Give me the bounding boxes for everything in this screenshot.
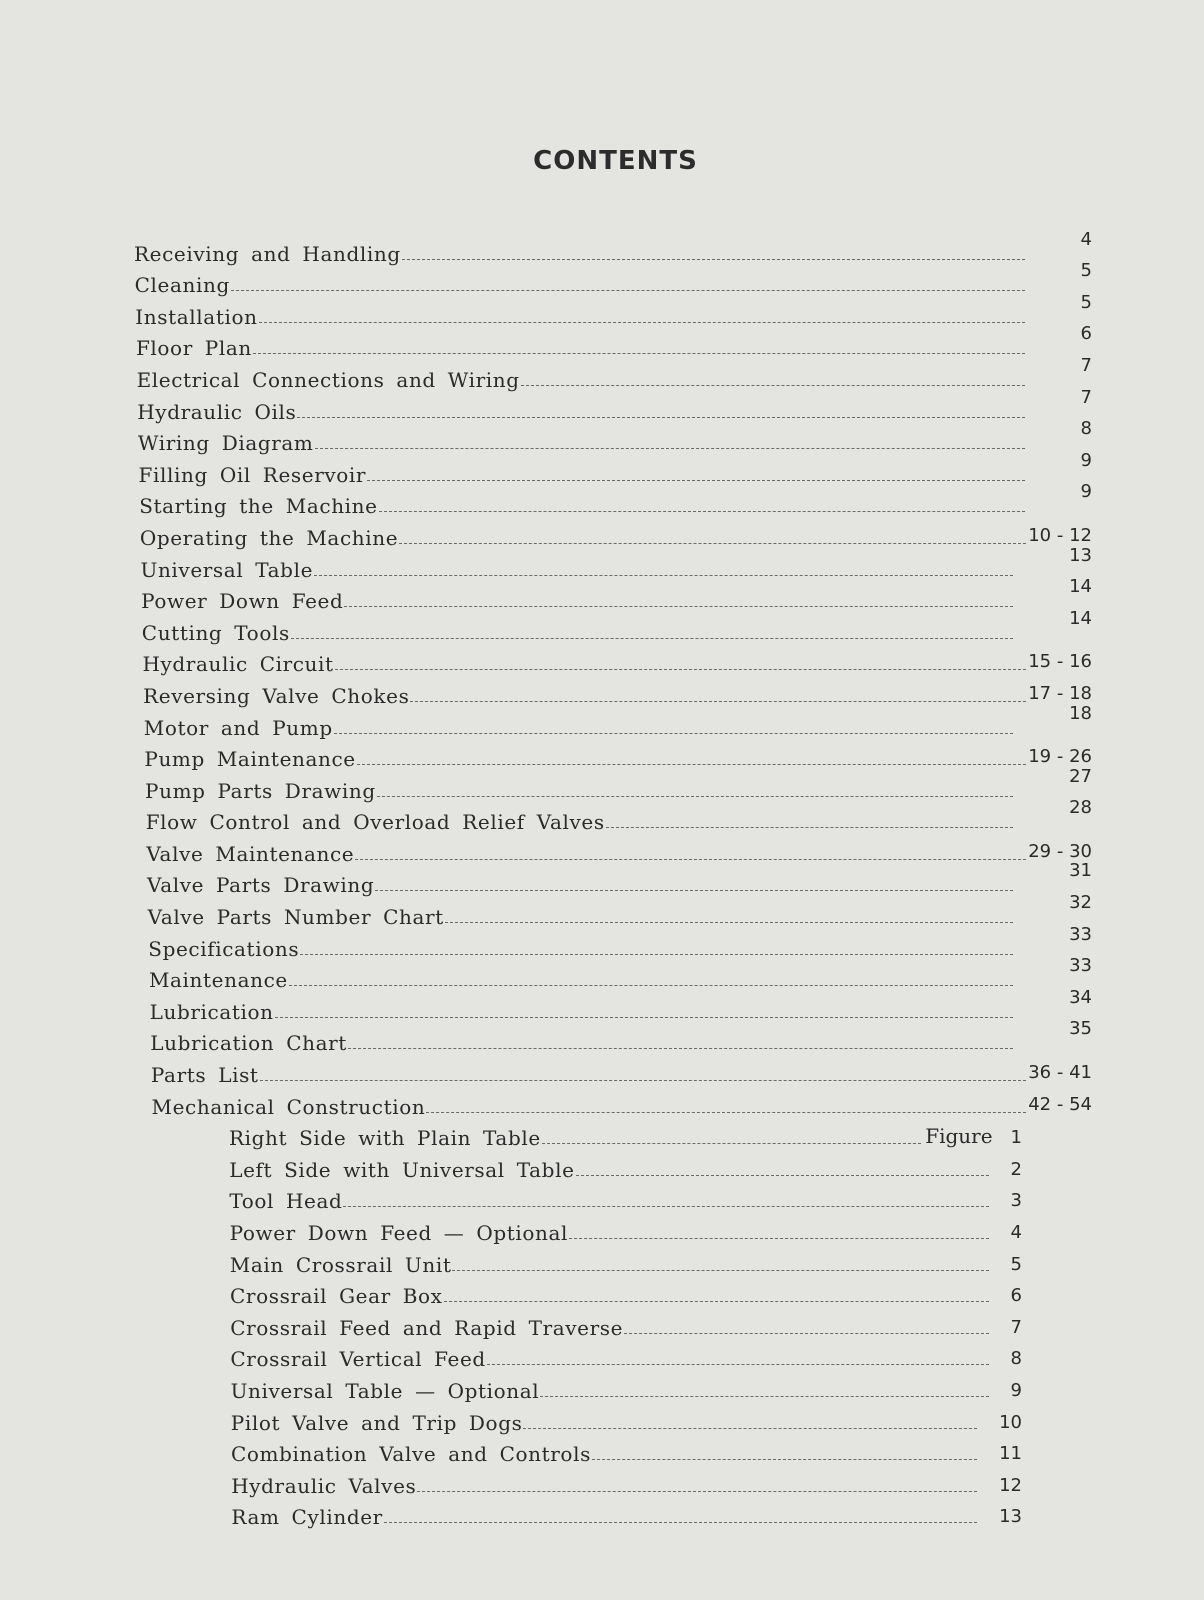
figure-entry-title: Power Down Feed — Optional (229, 1221, 569, 1245)
toc-entry-title: Lubrication (149, 999, 274, 1024)
toc-page-number: 33 (1069, 955, 1092, 977)
toc-page-number: 7 (1080, 386, 1092, 408)
toc-entry-title: Cleaning (134, 273, 230, 298)
toc-entry[interactable] (0, 860, 1092, 898)
figure-entry-title: Left Side with Universal Table (229, 1157, 575, 1182)
toc-page-number: 6 (1080, 323, 1092, 345)
toc-entry[interactable] (0, 834, 1092, 866)
toc-entry[interactable] (0, 702, 1092, 740)
table-of-contents (0, 228, 1204, 1530)
toc-entry[interactable] (0, 986, 1092, 1024)
dot-leader (384, 1522, 977, 1523)
dot-leader (343, 1206, 988, 1207)
toc-entry-title: Cutting Tools (141, 620, 290, 645)
toc-page-number: 19 - 26 (1028, 746, 1092, 768)
figure-entry-title: Hydraulic Valves (231, 1473, 417, 1498)
toc-entry-title: Motor and Pump (143, 715, 333, 740)
toc-entry-title: Starting the Machine (139, 494, 378, 519)
toc-page-number: 9 (1080, 449, 1092, 471)
toc-entry-title: Power Down Feed (141, 589, 344, 614)
figure-number-cell (999, 1474, 1022, 1498)
dot-leader (542, 1143, 921, 1144)
figure-number-cell (1011, 1379, 1022, 1403)
figure-entry[interactable] (0, 1498, 1022, 1530)
figure-number: 4 (1010, 1222, 1022, 1243)
figure-entry[interactable] (0, 1150, 1022, 1182)
figure-entry[interactable] (0, 1435, 1022, 1467)
toc-entry-title: Valve Parts Number Chart (147, 905, 444, 930)
figure-number: 9 (1010, 1379, 1022, 1401)
dot-leader (375, 890, 1013, 891)
figure-number: 13 (999, 1506, 1022, 1528)
toc-page-number: 5 (1080, 260, 1092, 282)
toc-page-number: 34 (1069, 986, 1092, 1008)
dot-leader (291, 638, 1013, 639)
toc-entry[interactable] (0, 765, 1092, 803)
toc-page-number: 32 (1069, 892, 1092, 914)
figure-entry-title: Right Side with Plain Table (229, 1126, 541, 1151)
toc-page-number: 14 (1069, 607, 1092, 629)
figure-entry-title: Universal Table — Optional (230, 1378, 540, 1403)
figure-entry-title: Combination Valve and Controls (231, 1442, 591, 1467)
toc-page-number: 14 (1069, 576, 1092, 598)
dot-leader (357, 764, 1027, 765)
toc-entry[interactable] (0, 923, 1092, 961)
figure-number-cell (925, 1124, 1022, 1150)
toc-page-number: 9 (1080, 481, 1092, 503)
toc-entry-title: Operating the Machine (139, 525, 399, 550)
toc-page-number: 4 (1080, 228, 1092, 250)
toc-entry-title: Valve Parts Drawing (147, 873, 375, 898)
dot-leader (402, 259, 1025, 260)
toc-entry[interactable] (0, 449, 1092, 487)
toc-page-number: 27 (1069, 765, 1092, 787)
dot-leader (231, 290, 1025, 291)
figure-number: 5 (1010, 1253, 1022, 1275)
figure-number: 8 (1010, 1348, 1022, 1370)
figure-number-cell (1011, 1189, 1022, 1213)
dot-leader (260, 1080, 1027, 1081)
toc-entry[interactable] (0, 1087, 1092, 1119)
toc-entry-title: Valve Maintenance (146, 841, 355, 866)
toc-page-number: 18 (1069, 702, 1092, 724)
toc-entry-title: Electrical Connections and Wiring (136, 367, 520, 392)
toc-entry[interactable] (0, 354, 1092, 392)
dot-leader (540, 1396, 988, 1397)
toc-entry-title: Mechanical Construction (151, 1094, 426, 1119)
toc-entry-title: Universal Table (140, 557, 314, 582)
toc-entry-title: Installation (135, 304, 258, 329)
dot-leader (315, 448, 1025, 449)
toc-entry-title: Filling Oil Reservoir (138, 462, 367, 487)
dot-leader (377, 796, 1013, 797)
figure-entry-title: Tool Head (229, 1189, 343, 1214)
toc-page-number: 10 - 12 (1028, 524, 1092, 546)
toc-entry-title: Pump Parts Drawing (145, 778, 376, 803)
dot-leader (445, 922, 1013, 923)
toc-entry[interactable] (0, 645, 1092, 677)
figure-number-cell (999, 1442, 1022, 1466)
dot-leader (253, 353, 1025, 354)
dot-leader (569, 1238, 988, 1239)
toc-page-number: 31 (1069, 860, 1092, 882)
figure-number: 12 (999, 1474, 1022, 1496)
figure-number: 2 (1010, 1158, 1022, 1180)
figure-entry-title: Crossrail Feed and Rapid Traverse (230, 1315, 624, 1340)
figure-entry-title: Main Crossrail Unit (229, 1252, 452, 1277)
toc-page-number: 36 - 41 (1028, 1062, 1092, 1084)
toc-page-number: 29 - 30 (1028, 840, 1092, 862)
toc-entry-title: Specifications (148, 936, 300, 961)
figure-number: 11 (999, 1443, 1022, 1465)
figure-number: 10 (999, 1411, 1022, 1433)
toc-entry-title: Lubrication Chart (150, 1031, 347, 1056)
figure-entry-title: Crossrail Vertical Feed (230, 1347, 486, 1372)
dot-leader (606, 827, 1013, 828)
dot-leader (399, 543, 1026, 544)
dot-leader (344, 606, 1013, 607)
figure-entry[interactable] (0, 1277, 1022, 1309)
figure-entry[interactable] (0, 1245, 1022, 1277)
toc-entry[interactable] (0, 260, 1092, 298)
figure-number-cell (1011, 1158, 1022, 1182)
toc-entry[interactable] (0, 797, 1092, 835)
figure-entry-title: Crossrail Gear Box (230, 1284, 443, 1309)
toc-entry[interactable] (0, 418, 1092, 456)
dot-leader (576, 1175, 989, 1176)
figure-number-cell (1011, 1253, 1022, 1277)
figure-entry[interactable] (0, 1466, 1022, 1498)
toc-entry[interactable] (0, 576, 1092, 614)
dot-leader (417, 1491, 977, 1492)
dot-leader (367, 480, 1024, 481)
toc-entry[interactable] (0, 1018, 1092, 1056)
toc-entry[interactable] (0, 386, 1092, 424)
figure-number: 6 (1010, 1285, 1022, 1307)
dot-leader (355, 859, 1026, 860)
dot-leader (426, 1112, 1026, 1113)
toc-entry[interactable] (0, 518, 1092, 550)
toc-entry-title: Wiring Diagram (137, 431, 314, 456)
figure-number: 7 (1010, 1316, 1022, 1338)
toc-entry-title: Pump Maintenance (144, 747, 356, 772)
dot-leader (314, 575, 1013, 576)
toc-entry[interactable] (0, 955, 1092, 993)
toc-page-number: 35 (1069, 1018, 1092, 1040)
figure-entry[interactable] (0, 1182, 1022, 1214)
toc-entry[interactable] (0, 676, 1092, 708)
toc-entry[interactable] (0, 228, 1092, 266)
figure-entry[interactable] (0, 1213, 1022, 1245)
dot-leader (487, 1364, 989, 1365)
figure-number-cell (1011, 1347, 1022, 1371)
dot-leader (379, 511, 1025, 512)
figure-entry-title: Ram Cylinder (231, 1505, 383, 1530)
dot-leader (289, 985, 1013, 986)
dot-leader (275, 1017, 1013, 1018)
figure-number-cell (999, 1505, 1022, 1529)
toc-page-number: 7 (1080, 354, 1092, 376)
toc-entry-title: Hydraulic Oils (137, 399, 297, 424)
toc-entry[interactable] (0, 740, 1092, 772)
figure-entry[interactable] (0, 1371, 1022, 1403)
toc-entry[interactable] (0, 323, 1092, 361)
dot-leader (259, 322, 1025, 323)
toc-entry[interactable] (0, 481, 1092, 519)
dot-leader (452, 1270, 988, 1271)
toc-page-number: 33 (1069, 923, 1092, 945)
figure-entry[interactable] (0, 1119, 1022, 1151)
dot-leader (300, 954, 1013, 955)
toc-entry-title: Flow Control and Overload Relief Valves (145, 810, 605, 835)
toc-page-number: 5 (1080, 291, 1092, 313)
toc-page-number: 17 - 18 (1028, 682, 1092, 704)
dot-leader (334, 733, 1013, 734)
toc-page-number: 8 (1080, 418, 1092, 440)
page-title: CONTENTS (533, 146, 698, 176)
toc-page-number: 42 - 54 (1028, 1093, 1092, 1115)
dot-leader (444, 1301, 989, 1302)
figure-entry[interactable] (0, 1403, 1022, 1435)
toc-entry-title: Parts List (150, 1063, 259, 1088)
figure-number-cell (1011, 1316, 1022, 1340)
figure-entry-title: Pilot Valve and Trip Dogs (230, 1410, 523, 1435)
figure-number-cell (1011, 1284, 1022, 1308)
figure-entry[interactable] (0, 1340, 1022, 1372)
dot-leader (335, 669, 1027, 670)
figure-number: 3 (1010, 1190, 1022, 1212)
figure-number-cell (999, 1411, 1022, 1435)
toc-entry-title: Receiving and Handling (134, 241, 401, 266)
toc-entry-title: Floor Plan (135, 336, 252, 361)
dot-leader (297, 417, 1024, 418)
figure-number-cell (1011, 1221, 1022, 1245)
dot-leader (410, 701, 1026, 702)
dot-leader (624, 1333, 988, 1334)
dot-leader (348, 1048, 1013, 1049)
dot-leader (521, 385, 1025, 386)
toc-entry[interactable] (0, 607, 1092, 645)
toc-page-number: 28 (1069, 797, 1092, 819)
toc-page-number: 15 - 16 (1028, 651, 1092, 673)
figure-prefix-label: Figure (925, 1124, 993, 1149)
dot-leader (523, 1428, 977, 1429)
toc-entry-title: Maintenance (148, 968, 288, 993)
dot-leader (592, 1459, 977, 1460)
toc-entry[interactable] (0, 544, 1092, 582)
toc-entry[interactable] (0, 291, 1092, 329)
toc-entry-title: Reversing Valve Chokes (143, 683, 410, 708)
figure-number: 1 (1010, 1127, 1022, 1149)
figure-entry[interactable] (0, 1308, 1022, 1340)
toc-entry[interactable] (0, 1055, 1092, 1087)
toc-page-number: 13 (1069, 544, 1092, 566)
toc-entry-title: Hydraulic Circuit (142, 652, 334, 677)
toc-entry[interactable] (0, 892, 1092, 930)
